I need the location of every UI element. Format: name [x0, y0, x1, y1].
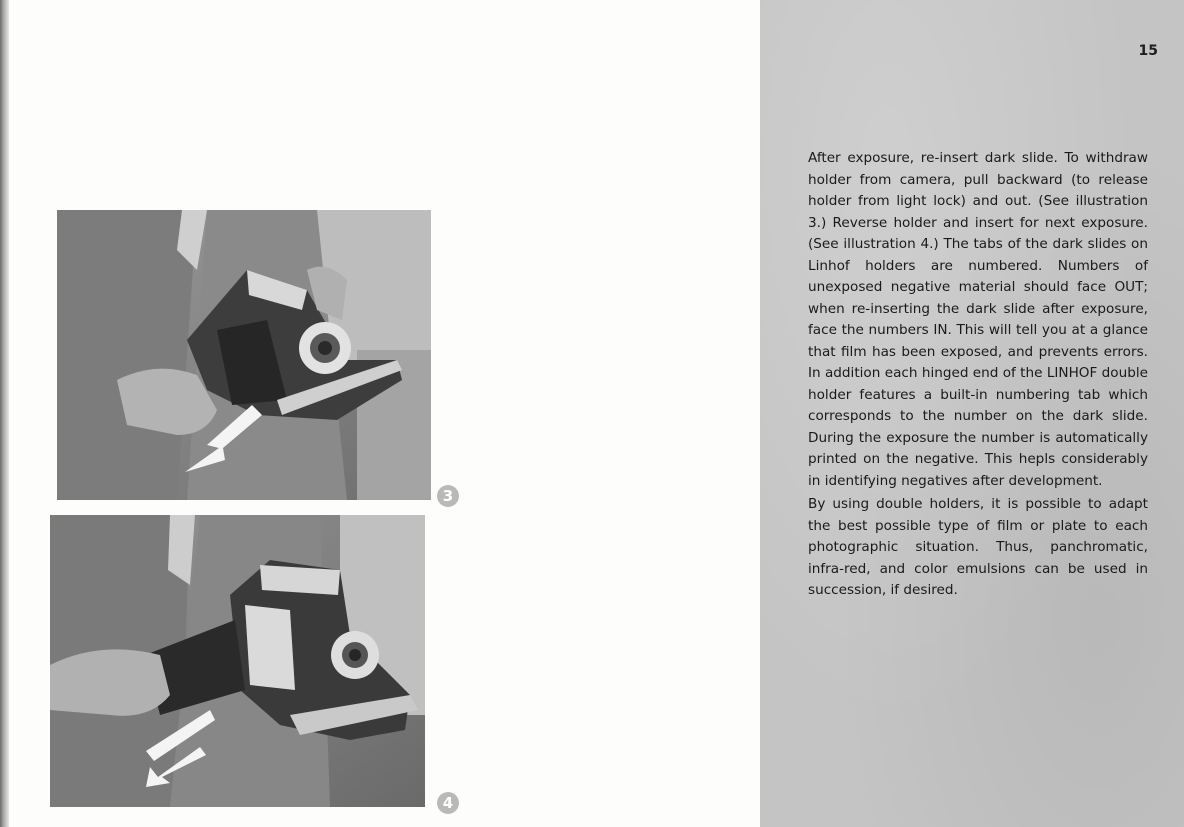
- right-page: [760, 0, 1184, 827]
- photo-withdraw-holder: [57, 210, 431, 500]
- page-number: 15: [1138, 43, 1158, 59]
- paragraph-dark-slide-instructions: After exposure, re-insert dark slide. To withdraw holder from camera, pull backward (to release holder from light lock) and out. (See illustration 3.) Reverse holder and insert for next exposure. (See illustration 4.) The tabs of the dark slides on Linhof holders are numbered. Numbers of unexposed negative material should face OUT; when re-inserting the dark slide after exposure, face the numbers IN. This will tell you at a glance that film has been exposed, and prevents errors. In addition each hinged end of the LINHOF double holder features a built-in numbering tab which corresponds to the number on the dark slide. During the exposure the number is automatically printed on the negative. This hepls considerably in identifying negatives after development.: [808, 150, 1148, 489]
- photo-insert-holder: [50, 515, 425, 807]
- photo-insert-holder-image: [50, 515, 425, 807]
- paragraph-double-holders: By using double holders, it is possible to adapt the best possible type of film or plate to each photographic situation. Thus, panchromatic, infra-red, and color emulsions can be used in succession, if desired.: [808, 496, 1148, 598]
- figure-number-4: 4: [437, 792, 459, 814]
- book-spine-edge: [0, 0, 9, 827]
- instruction-text: [808, 148, 1148, 602]
- figure-number-3: 3: [437, 485, 459, 507]
- photo-withdraw-holder-image: [57, 210, 431, 500]
